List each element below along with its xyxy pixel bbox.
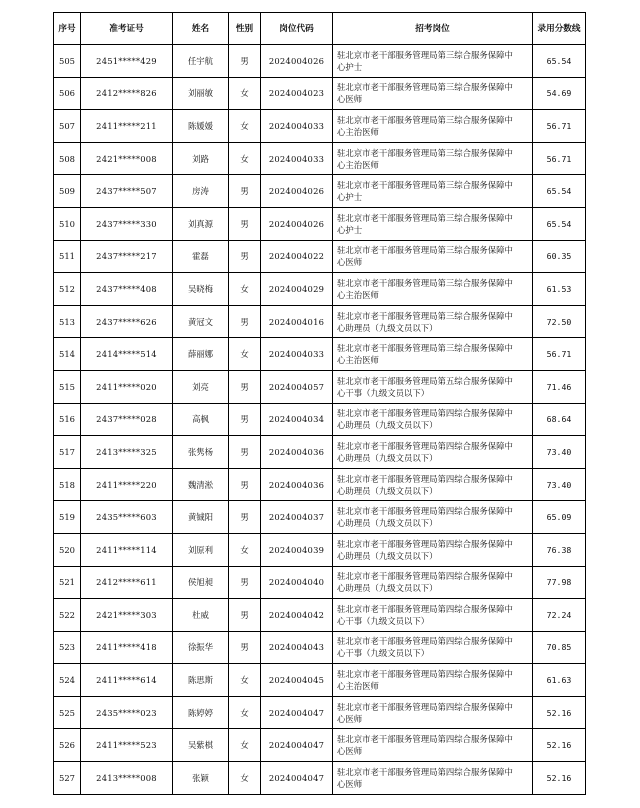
header-ticket: 准考证号 <box>81 13 173 45</box>
table-row <box>54 729 586 762</box>
cell-gender: 女 <box>229 664 261 697</box>
post-text: 驻北京市老干部服务管理局第四综合服务保障中心助理员（九级文员以下） <box>337 440 513 463</box>
cell-post-code: 2024004057 <box>261 370 333 403</box>
cell-post-code: 2024004042 <box>261 599 333 632</box>
table-row <box>54 338 586 371</box>
cell-no: 514 <box>54 338 81 371</box>
cell-post-code: 2024004023 <box>261 77 333 110</box>
cell-no: 509 <box>54 175 81 208</box>
cell-name: 张颖 <box>173 762 229 795</box>
cell-gender: 女 <box>229 338 261 371</box>
post-text: 驻北京市老干部服务管理局第四综合服务保障中心干事（九级文员以下） <box>337 636 513 659</box>
cell-no: 512 <box>54 273 81 306</box>
cell-score: 65.54 <box>533 45 586 78</box>
cell-post-code: 2024004039 <box>261 533 333 566</box>
cell-post <box>333 533 533 566</box>
cell-post-code: 2024004026 <box>261 45 333 78</box>
post-text: 驻北京市老干部服务管理局第三综合服务保障中心护士 <box>337 49 513 72</box>
cell-score: 61.63 <box>533 664 586 697</box>
cell-no: 523 <box>54 631 81 664</box>
cell-ticket-number: 2435*****023 <box>81 696 173 729</box>
cell-gender: 男 <box>229 436 261 469</box>
table-row <box>54 501 586 534</box>
table-row <box>54 305 586 338</box>
cell-ticket-number: 2411*****523 <box>81 729 173 762</box>
results-sheet <box>53 12 586 795</box>
cell-name: 张隽杨 <box>173 436 229 469</box>
cell-no: 522 <box>54 599 81 632</box>
cell-name: 任宇航 <box>173 45 229 78</box>
cell-name: 刘亮 <box>173 370 229 403</box>
cell-ticket-number: 2413*****008 <box>81 762 173 795</box>
cell-name: 陈婷婷 <box>173 696 229 729</box>
table-row <box>54 696 586 729</box>
cell-gender: 女 <box>229 110 261 143</box>
cell-ticket-number: 2437*****028 <box>81 403 173 436</box>
post-text: 驻北京市老干部服务管理局第三综合服务保障中心医师 <box>337 245 513 268</box>
cell-name: 吴晓梅 <box>173 273 229 306</box>
cell-name: 房涛 <box>173 175 229 208</box>
cell-gender: 男 <box>229 175 261 208</box>
table-row <box>54 240 586 273</box>
cell-ticket-number: 2411*****020 <box>81 370 173 403</box>
cell-post-code: 2024004034 <box>261 403 333 436</box>
post-text: 驻北京市老干部服务管理局第四综合服务保障中心医师 <box>337 766 513 789</box>
cell-gender: 男 <box>229 501 261 534</box>
cell-ticket-number: 2437*****217 <box>81 240 173 273</box>
cell-gender: 女 <box>229 533 261 566</box>
cell-post-code: 2024004026 <box>261 207 333 240</box>
cell-no: 524 <box>54 664 81 697</box>
cell-ticket-number: 2435*****603 <box>81 501 173 534</box>
cell-no: 518 <box>54 468 81 501</box>
post-text: 驻北京市老干部服务管理局第三综合服务保障中心护士 <box>337 180 513 203</box>
cell-score: 73.40 <box>533 436 586 469</box>
cell-gender: 女 <box>229 696 261 729</box>
cell-post-code: 2024004040 <box>261 566 333 599</box>
cell-ticket-number: 2421*****303 <box>81 599 173 632</box>
cell-post-code: 2024004022 <box>261 240 333 273</box>
cell-post <box>333 729 533 762</box>
cell-post <box>333 599 533 632</box>
cell-score: 65.09 <box>533 501 586 534</box>
cell-name: 刘真源 <box>173 207 229 240</box>
header-score: 录用分数线 <box>533 13 586 45</box>
cell-name: 刘路 <box>173 142 229 175</box>
cell-score: 70.85 <box>533 631 586 664</box>
cell-gender: 男 <box>229 599 261 632</box>
cell-post-code: 2024004043 <box>261 631 333 664</box>
cell-name: 黄冠文 <box>173 305 229 338</box>
post-text: 驻北京市老干部服务管理局第四综合服务保障中心助理员（九级文员以下） <box>337 571 513 594</box>
cell-post-code: 2024004045 <box>261 664 333 697</box>
cell-score: 54.69 <box>533 77 586 110</box>
table-row <box>54 468 586 501</box>
cell-post-code: 2024004036 <box>261 436 333 469</box>
cell-score: 56.71 <box>533 338 586 371</box>
post-text: 驻北京市老干部服务管理局第四综合服务保障中心医师 <box>337 734 513 757</box>
cell-no: 525 <box>54 696 81 729</box>
post-text: 驻北京市老干部服务管理局第三综合服务保障中心主治医师 <box>337 277 513 300</box>
table-row <box>54 403 586 436</box>
cell-post <box>333 436 533 469</box>
cell-post <box>333 566 533 599</box>
post-text: 驻北京市老干部服务管理局第四综合服务保障中心助理员（九级文员以下） <box>337 473 513 496</box>
post-text: 驻北京市老干部服务管理局第四综合服务保障中心助理员（九级文员以下） <box>337 408 513 431</box>
table-row <box>54 436 586 469</box>
cell-gender: 男 <box>229 468 261 501</box>
cell-name: 刘丽敏 <box>173 77 229 110</box>
cell-gender: 男 <box>229 240 261 273</box>
cell-name: 刘原利 <box>173 533 229 566</box>
table-body <box>54 45 586 795</box>
cell-post <box>333 240 533 273</box>
cell-ticket-number: 2411*****114 <box>81 533 173 566</box>
cell-post-code: 2024004033 <box>261 142 333 175</box>
post-text: 驻北京市老干部服务管理局第三综合服务保障中心医师 <box>337 82 513 105</box>
cell-post <box>333 142 533 175</box>
cell-post <box>333 273 533 306</box>
cell-gender: 男 <box>229 403 261 436</box>
cell-post <box>333 207 533 240</box>
cell-no: 511 <box>54 240 81 273</box>
cell-score: 71.46 <box>533 370 586 403</box>
cell-post <box>333 370 533 403</box>
cell-score: 56.71 <box>533 110 586 143</box>
table-row <box>54 566 586 599</box>
cell-ticket-number: 2412*****826 <box>81 77 173 110</box>
cell-name: 高枫 <box>173 403 229 436</box>
cell-score: 52.16 <box>533 729 586 762</box>
cell-score: 61.53 <box>533 273 586 306</box>
post-text: 驻北京市老干部服务管理局第四综合服务保障中心干事（九级文员以下） <box>337 603 513 626</box>
cell-post-code: 2024004036 <box>261 468 333 501</box>
cell-name: 杜威 <box>173 599 229 632</box>
cell-post <box>333 631 533 664</box>
post-text: 驻北京市老干部服务管理局第三综合服务保障中心助理员（九级文员以下） <box>337 310 513 333</box>
cell-no: 519 <box>54 501 81 534</box>
cell-ticket-number: 2437*****330 <box>81 207 173 240</box>
header-name: 姓名 <box>173 13 229 45</box>
cell-gender: 男 <box>229 305 261 338</box>
cell-score: 52.16 <box>533 762 586 795</box>
table-header-row <box>54 13 586 45</box>
cell-score: 68.64 <box>533 403 586 436</box>
cell-ticket-number: 2411*****418 <box>81 631 173 664</box>
cell-post <box>333 110 533 143</box>
cell-post <box>333 45 533 78</box>
table-row <box>54 370 586 403</box>
post-text: 驻北京市老干部服务管理局第三综合服务保障中心护士 <box>337 212 513 235</box>
post-text: 驻北京市老干部服务管理局第五综合服务保障中心干事（九级文员以下） <box>337 375 513 398</box>
cell-post-code: 2024004033 <box>261 110 333 143</box>
cell-no: 527 <box>54 762 81 795</box>
post-text: 驻北京市老干部服务管理局第四综合服务保障中心主治医师 <box>337 669 513 692</box>
table-row <box>54 207 586 240</box>
cell-post-code: 2024004033 <box>261 338 333 371</box>
cell-name: 魏清淞 <box>173 468 229 501</box>
cell-post-code: 2024004016 <box>261 305 333 338</box>
cell-gender: 男 <box>229 207 261 240</box>
cell-ticket-number: 2411*****211 <box>81 110 173 143</box>
table-row <box>54 45 586 78</box>
cell-gender: 女 <box>229 273 261 306</box>
cell-ticket-number: 2411*****614 <box>81 664 173 697</box>
post-text: 驻北京市老干部服务管理局第三综合服务保障中心主治医师 <box>337 147 513 170</box>
header-gender: 性别 <box>229 13 261 45</box>
cell-ticket-number: 2451*****429 <box>81 45 173 78</box>
cell-post <box>333 762 533 795</box>
table-row <box>54 664 586 697</box>
cell-gender: 男 <box>229 370 261 403</box>
cell-no: 521 <box>54 566 81 599</box>
post-text: 驻北京市老干部服务管理局第四综合服务保障中心助理员（九级文员以下） <box>337 506 513 529</box>
cell-name: 吴紫棋 <box>173 729 229 762</box>
cell-ticket-number: 2437*****626 <box>81 305 173 338</box>
cell-score: 73.40 <box>533 468 586 501</box>
cell-ticket-number: 2412*****611 <box>81 566 173 599</box>
cell-no: 510 <box>54 207 81 240</box>
cell-post-code: 2024004029 <box>261 273 333 306</box>
cell-ticket-number: 2437*****408 <box>81 273 173 306</box>
cell-post <box>333 338 533 371</box>
cell-post <box>333 501 533 534</box>
cell-score: 72.50 <box>533 305 586 338</box>
header-post-code: 岗位代码 <box>261 13 333 45</box>
cell-no: 508 <box>54 142 81 175</box>
cell-gender: 男 <box>229 566 261 599</box>
cell-gender: 女 <box>229 729 261 762</box>
cell-no: 513 <box>54 305 81 338</box>
cell-ticket-number: 2413*****325 <box>81 436 173 469</box>
cell-name: 黄铖阳 <box>173 501 229 534</box>
cell-no: 517 <box>54 436 81 469</box>
cell-score: 77.98 <box>533 566 586 599</box>
cell-no: 515 <box>54 370 81 403</box>
header-post: 招考岗位 <box>333 13 533 45</box>
cell-score: 65.54 <box>533 207 586 240</box>
cell-no: 507 <box>54 110 81 143</box>
cell-name: 陈思斯 <box>173 664 229 697</box>
admission-score-table <box>53 12 586 795</box>
table-row <box>54 110 586 143</box>
cell-post <box>333 175 533 208</box>
cell-name: 霍磊 <box>173 240 229 273</box>
cell-post-code: 2024004037 <box>261 501 333 534</box>
cell-post <box>333 403 533 436</box>
post-text: 驻北京市老干部服务管理局第三综合服务保障中心主治医师 <box>337 114 513 137</box>
cell-post-code: 2024004047 <box>261 696 333 729</box>
table-row <box>54 273 586 306</box>
cell-ticket-number: 2414*****514 <box>81 338 173 371</box>
cell-post <box>333 664 533 697</box>
cell-name: 侯旭昶 <box>173 566 229 599</box>
cell-post <box>333 468 533 501</box>
cell-score: 60.35 <box>533 240 586 273</box>
table-row <box>54 142 586 175</box>
cell-post-code: 2024004047 <box>261 762 333 795</box>
cell-post <box>333 696 533 729</box>
cell-no: 516 <box>54 403 81 436</box>
table-row <box>54 77 586 110</box>
cell-ticket-number: 2437*****507 <box>81 175 173 208</box>
cell-gender: 女 <box>229 762 261 795</box>
cell-ticket-number: 2421*****008 <box>81 142 173 175</box>
cell-gender: 女 <box>229 142 261 175</box>
post-text: 驻北京市老干部服务管理局第三综合服务保障中心主治医师 <box>337 343 513 366</box>
cell-score: 76.38 <box>533 533 586 566</box>
cell-no: 505 <box>54 45 81 78</box>
cell-post-code: 2024004026 <box>261 175 333 208</box>
post-text: 驻北京市老干部服务管理局第四综合服务保障中心医师 <box>337 701 513 724</box>
table-row <box>54 175 586 208</box>
cell-name: 薛丽娜 <box>173 338 229 371</box>
cell-no: 520 <box>54 533 81 566</box>
table-row <box>54 762 586 795</box>
cell-name: 陈媛媛 <box>173 110 229 143</box>
cell-score: 65.54 <box>533 175 586 208</box>
cell-no: 506 <box>54 77 81 110</box>
cell-post <box>333 305 533 338</box>
cell-ticket-number: 2411*****220 <box>81 468 173 501</box>
cell-post <box>333 77 533 110</box>
cell-score: 72.24 <box>533 599 586 632</box>
table-row <box>54 631 586 664</box>
post-text: 驻北京市老干部服务管理局第四综合服务保障中心助理员（九级文员以下） <box>337 538 513 561</box>
cell-gender: 女 <box>229 77 261 110</box>
cell-post-code: 2024004047 <box>261 729 333 762</box>
cell-no: 526 <box>54 729 81 762</box>
cell-gender: 男 <box>229 631 261 664</box>
cell-name: 徐振华 <box>173 631 229 664</box>
table-row <box>54 533 586 566</box>
header-no: 序号 <box>54 13 81 45</box>
cell-score: 56.71 <box>533 142 586 175</box>
cell-gender: 男 <box>229 45 261 78</box>
cell-score: 52.16 <box>533 696 586 729</box>
table-row <box>54 599 586 632</box>
